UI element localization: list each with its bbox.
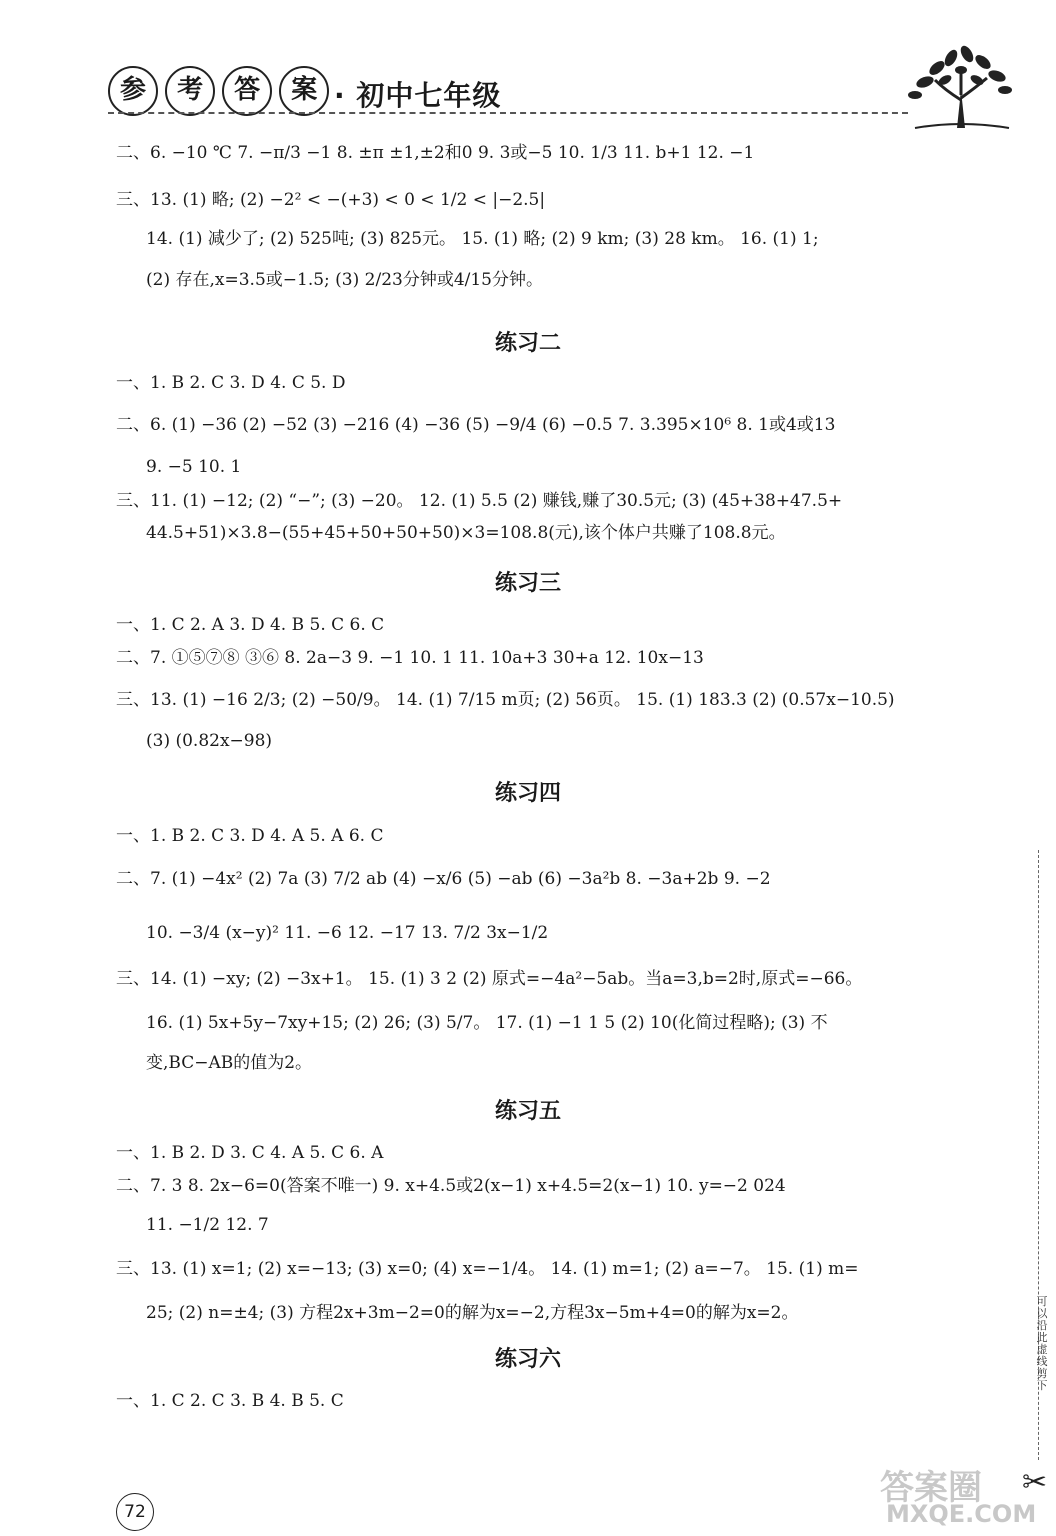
section-title: 练习六: [494, 1347, 561, 1372]
logo-char: 案: [279, 66, 329, 116]
answer-line: (2) 存在,x=3.5或−1.5; (3) 2/23分钟或4/15分钟。: [146, 270, 544, 290]
answer-line: 16. (1) 5x+5y−7xy+15; (2) 26; (3) 5/7。 17. (1) −1 1 5 (2) 10(化简过程略); (3) 不: [146, 1013, 828, 1033]
section-title: 练习五: [494, 1099, 561, 1124]
scissors-icon: ✂: [1022, 1465, 1048, 1500]
page-header: [108, 66, 908, 126]
answer-line: 一、1. C 2. C 3. B 4. B 5. C: [116, 1391, 344, 1411]
answer-line: 二、7. ①⑤⑦⑧ ③⑥ 8. 2a−3 9. −1 10. 1 11. 10a+3 30+a 12. 10x−13: [116, 648, 704, 668]
answer-line: 一、1. B 2. C 3. D 4. A 5. A 6. C: [116, 826, 384, 846]
header-subtitle: · 初中七年级: [334, 79, 502, 112]
answer-line: 三、13. (1) −16 2/3; (2) −50/9。 14. (1) 7/15 m页; (2) 56页。 15. (1) 183.3 (2) (0.57x−10.5): [116, 690, 895, 710]
answer-line: 二、6. (1) −36 (2) −52 (3) −216 (4) −36 (5) −9/4 (6) −0.5 7. 3.395×10⁶ 8. 1或4或13: [116, 415, 836, 435]
tree-icon: [905, 40, 1015, 130]
answer-line: 一、1. B 2. D 3. C 4. A 5. C 6. A: [116, 1143, 384, 1163]
section-title: 练习三: [494, 571, 561, 596]
answer-line: 10. −3/4 (x−y)² 11. −6 12. −17 13. 7/2 3x−1/2: [146, 923, 549, 943]
answer-line: 二、7. (1) −4x² (2) 7a (3) 7/2 ab (4) −x/6 (5) −ab (6) −3a²b 8. −3a+2b 9. −2: [116, 869, 771, 889]
logo-char: 参: [108, 66, 158, 116]
cut-note: 可以沿此虚线剪下: [1036, 1295, 1048, 1392]
answer-line: (3) (0.82x−98): [146, 731, 273, 751]
section-title: 练习四: [494, 781, 561, 806]
answer-line: 44.5+51)×3.8−(55+45+50+50+50)×3=108.8(元),该个体户共赚了108.8元。: [146, 523, 786, 543]
header-divider: [108, 112, 908, 114]
watermark-url: MXQE.COM: [886, 1500, 1037, 1528]
answer-line: 三、13. (1) x=1; (2) x=−13; (3) x=0; (4) x=−1/4。 14. (1) m=1; (2) a=−7。 15. (1) m=: [116, 1259, 859, 1279]
section-title: 练习二: [494, 331, 561, 356]
logo-char: 答: [222, 66, 272, 116]
answer-line: 一、1. C 2. A 3. D 4. B 5. C 6. C: [116, 615, 385, 635]
watermark: 答案圈: [880, 1468, 982, 1508]
page-number: 72: [116, 1493, 154, 1531]
answer-line: 一、1. B 2. C 3. D 4. C 5. D: [116, 373, 346, 393]
page-number-badge: [100, 1486, 160, 1526]
answer-line: 11. −1/2 12. 7: [146, 1215, 269, 1235]
answer-line: 变,BC−AB的值为2。: [146, 1053, 313, 1073]
answer-line: 二、6. −10 ℃ 7. −π/3 −1 8. ±π ±1,±2和0 9. 3或−5 10. 1/3 11. b+1 12. −1: [116, 143, 755, 163]
answer-line: 三、11. (1) −12; (2) “−”; (3) −20。 12. (1) 5.5 (2) 赚钱,赚了30.5元; (3) (45+38+47.5+: [116, 491, 843, 511]
answer-line: 三、14. (1) −xy; (2) −3x+1。 15. (1) 3 2 (2) 原式=−4a²−5ab。当a=3,b=2时,原式=−66。: [116, 969, 863, 989]
answer-line: 二、7. 3 8. 2x−6=0(答案不唯一) 9. x+4.5或2(x−1) x+4.5=2(x−1) 10. y=−2 024: [116, 1176, 786, 1196]
answer-line: 14. (1) 减少了; (2) 525吨; (3) 825元。 15. (1) 略; (2) 9 km; (3) 28 km。 16. (1) 1;: [146, 229, 819, 249]
answer-line: 三、13. (1) 略; (2) −2² < −(+3) < 0 < 1/2 < |−2.5|: [116, 190, 546, 210]
answer-line: 9. −5 10. 1: [146, 457, 242, 477]
answer-line: 25; (2) n=±4; (3) 方程2x+3m−2=0的解为x=−2,方程3x−5m+4=0的解为x=2。: [146, 1303, 799, 1323]
logo-char: 考: [165, 66, 215, 116]
